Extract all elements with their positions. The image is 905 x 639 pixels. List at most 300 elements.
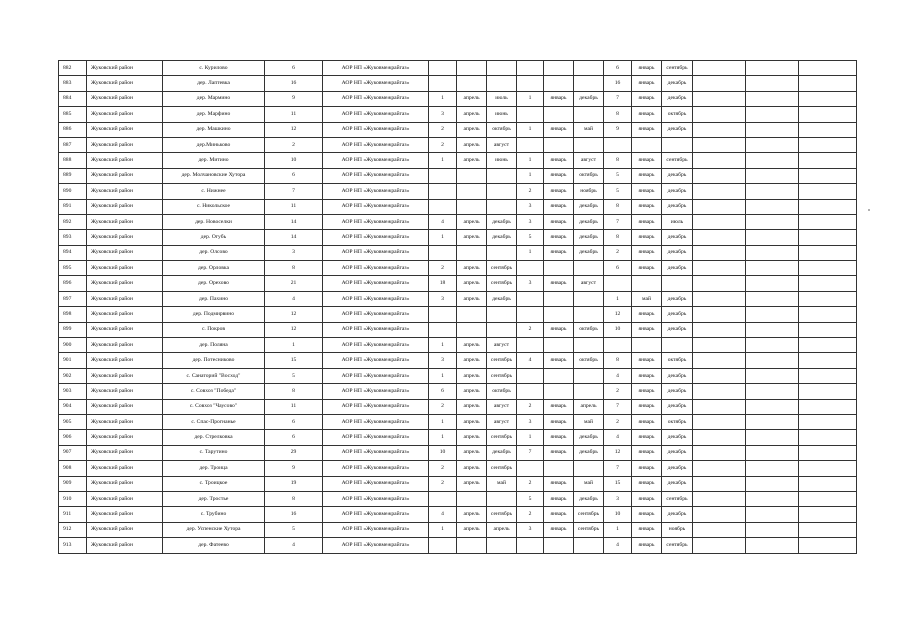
table-cell: Жуковский район bbox=[87, 137, 163, 152]
table-cell: январь bbox=[632, 199, 662, 214]
table-cell: июнь bbox=[487, 153, 517, 168]
table-cell bbox=[457, 168, 487, 183]
table-cell: апрель bbox=[487, 522, 517, 537]
table-cell: 18 bbox=[429, 276, 457, 291]
table-cell: с. Нижнее bbox=[163, 184, 265, 199]
table-cell: дер. Троица bbox=[163, 461, 265, 476]
table-cell bbox=[487, 168, 517, 183]
table-cell: Жуковский район bbox=[87, 291, 163, 306]
table-cell: декабрь bbox=[662, 399, 693, 414]
table-cell: 883 bbox=[59, 76, 87, 91]
table-cell bbox=[746, 291, 799, 306]
table-cell bbox=[746, 91, 799, 106]
table-cell: декабрь bbox=[662, 184, 693, 199]
table-cell: 4 bbox=[604, 430, 632, 445]
table-cell: 3 bbox=[429, 353, 457, 368]
table-cell: 899 bbox=[59, 322, 87, 337]
table-cell bbox=[746, 353, 799, 368]
table-cell: Жуковский район bbox=[87, 153, 163, 168]
table-row bbox=[59, 368, 857, 383]
table-cell: 12 bbox=[604, 307, 632, 322]
table-cell bbox=[487, 61, 517, 76]
table-cell bbox=[693, 153, 746, 168]
table-cell bbox=[632, 338, 662, 353]
table-cell bbox=[746, 261, 799, 276]
table-cell: АОР НП «Жуковмежрайгаз» bbox=[323, 476, 429, 491]
table-cell bbox=[544, 307, 574, 322]
table-cell bbox=[517, 261, 544, 276]
table-cell bbox=[693, 384, 746, 399]
table-cell: 4 bbox=[429, 214, 457, 229]
table-cell: дер. Марфино bbox=[163, 107, 265, 122]
table-cell: 16 bbox=[265, 507, 323, 522]
table-cell: 888 bbox=[59, 153, 87, 168]
table-cell: 3 bbox=[517, 522, 544, 537]
table-cell: 901 bbox=[59, 353, 87, 368]
table-cell: АОР НП «Жуковмежрайгаз» bbox=[323, 322, 429, 337]
table-cell: август bbox=[487, 414, 517, 429]
table-cell bbox=[487, 76, 517, 91]
table-cell: 21 bbox=[265, 276, 323, 291]
table-cell: 1 bbox=[517, 91, 544, 106]
table-cell: дер. Подмирвино bbox=[163, 307, 265, 322]
table-cell: 15 bbox=[604, 476, 632, 491]
table-cell bbox=[457, 245, 487, 260]
table-row bbox=[59, 538, 857, 553]
table-cell bbox=[693, 538, 746, 553]
table-cell: АОР НП «Жуковмежрайгаз» bbox=[323, 538, 429, 553]
table-row bbox=[59, 384, 857, 399]
table-cell: Жуковский район bbox=[87, 91, 163, 106]
table-cell bbox=[799, 507, 857, 522]
table-cell: 4 bbox=[265, 538, 323, 553]
table-cell: АОР НП «Жуковмежрайгаз» bbox=[323, 276, 429, 291]
table-cell bbox=[799, 353, 857, 368]
table-cell: 912 bbox=[59, 522, 87, 537]
table-cell: Жуковский район bbox=[87, 184, 163, 199]
table-cell: май bbox=[574, 122, 604, 137]
table-cell: дер. Огубь bbox=[163, 230, 265, 245]
table-cell: 1 bbox=[429, 153, 457, 168]
table-row bbox=[59, 184, 857, 199]
table-cell bbox=[693, 338, 746, 353]
table-cell bbox=[574, 261, 604, 276]
table-cell: 3 bbox=[429, 291, 457, 306]
table-cell: декабрь bbox=[487, 291, 517, 306]
table-cell: декабрь bbox=[574, 199, 604, 214]
table-cell: декабрь bbox=[662, 291, 693, 306]
table-cell: АОР НП «Жуковмежрайгаз» bbox=[323, 430, 429, 445]
table-cell: дер.Миньково bbox=[163, 137, 265, 152]
table-cell: 2 bbox=[517, 322, 544, 337]
table-cell: 4 bbox=[517, 353, 544, 368]
table-cell: 1 bbox=[517, 122, 544, 137]
table-cell: 3 bbox=[265, 245, 323, 260]
table-cell: 910 bbox=[59, 491, 87, 506]
table-cell: апрель bbox=[457, 276, 487, 291]
table-cell: апрель bbox=[457, 414, 487, 429]
table-cell: Жуковский район bbox=[87, 353, 163, 368]
table-cell: Жуковский район bbox=[87, 168, 163, 183]
table-cell: АОР НП «Жуковмежрайгаз» bbox=[323, 338, 429, 353]
table-cell bbox=[746, 322, 799, 337]
table-cell: 1 bbox=[604, 522, 632, 537]
table-cell: с. Санаторий "Восход" bbox=[163, 368, 265, 383]
table-cell: 1 bbox=[517, 430, 544, 445]
table-cell bbox=[693, 491, 746, 506]
table-cell: октябрь bbox=[487, 384, 517, 399]
table-cell bbox=[632, 137, 662, 152]
table-cell: август bbox=[574, 153, 604, 168]
table-cell: сентябрь bbox=[487, 276, 517, 291]
table-cell bbox=[517, 137, 544, 152]
table-cell bbox=[517, 338, 544, 353]
table-cell bbox=[693, 107, 746, 122]
table-cell: январь bbox=[632, 76, 662, 91]
table-cell: январь bbox=[544, 322, 574, 337]
table-cell bbox=[574, 461, 604, 476]
table-cell: декабрь bbox=[574, 430, 604, 445]
table-cell: 3 bbox=[517, 414, 544, 429]
table-cell bbox=[487, 307, 517, 322]
table-cell bbox=[517, 307, 544, 322]
table-cell: 9 bbox=[265, 461, 323, 476]
table-cell: АОР НП «Жуковмежрайгаз» bbox=[323, 507, 429, 522]
table-cell bbox=[799, 368, 857, 383]
table-cell: 3 bbox=[517, 199, 544, 214]
table-cell bbox=[517, 368, 544, 383]
table-cell: декабрь bbox=[662, 461, 693, 476]
table-cell: 4 bbox=[265, 291, 323, 306]
table-cell: дер. Орехово bbox=[163, 276, 265, 291]
table-cell: дер. Тростье bbox=[163, 491, 265, 506]
table-cell bbox=[693, 522, 746, 537]
table-row bbox=[59, 353, 857, 368]
table-cell bbox=[799, 307, 857, 322]
table-cell: 4 bbox=[604, 368, 632, 383]
table-cell: Жуковский район bbox=[87, 414, 163, 429]
table-cell: 8 bbox=[265, 261, 323, 276]
table-row bbox=[59, 338, 857, 353]
table-cell: 898 bbox=[59, 307, 87, 322]
table-cell: январь bbox=[544, 476, 574, 491]
table-cell: апрель bbox=[457, 261, 487, 276]
table-row bbox=[59, 522, 857, 537]
table-cell: 11 bbox=[265, 199, 323, 214]
table-cell bbox=[457, 307, 487, 322]
table-cell: 16 bbox=[604, 76, 632, 91]
table-cell: октябрь bbox=[662, 353, 693, 368]
table-cell: январь bbox=[632, 522, 662, 537]
table-cell: с. Спас-Прогнанье bbox=[163, 414, 265, 429]
table-cell: 5 bbox=[265, 368, 323, 383]
table-row bbox=[59, 245, 857, 260]
table-cell: январь bbox=[544, 214, 574, 229]
table-cell: сентябрь bbox=[662, 61, 693, 76]
table-cell: Жуковский район bbox=[87, 322, 163, 337]
table-cell: 895 bbox=[59, 261, 87, 276]
table-cell: Жуковский район bbox=[87, 399, 163, 414]
table-cell bbox=[799, 214, 857, 229]
table-cell: апрель bbox=[457, 137, 487, 152]
table-cell: декабрь bbox=[662, 230, 693, 245]
table-cell: декабрь bbox=[662, 368, 693, 383]
table-cell: Жуковский район bbox=[87, 430, 163, 445]
table-cell: 882 bbox=[59, 61, 87, 76]
table-cell: дер. Стрелковка bbox=[163, 430, 265, 445]
table-cell: с. Куриловo bbox=[163, 61, 265, 76]
table-cell: январь bbox=[544, 507, 574, 522]
table-row bbox=[59, 445, 857, 460]
table-cell: Жуковский район bbox=[87, 461, 163, 476]
table-cell bbox=[799, 538, 857, 553]
table-cell bbox=[693, 245, 746, 260]
table-cell: август bbox=[574, 276, 604, 291]
table-cell bbox=[544, 291, 574, 306]
table-row bbox=[59, 230, 857, 245]
table-cell bbox=[799, 399, 857, 414]
table-cell: Жуковский район bbox=[87, 368, 163, 383]
table-cell: с. Троицкое bbox=[163, 476, 265, 491]
table-cell bbox=[662, 338, 693, 353]
table-cell: Жуковский район bbox=[87, 384, 163, 399]
table-cell bbox=[429, 538, 457, 553]
table-cell: декабрь bbox=[662, 199, 693, 214]
table-row bbox=[59, 461, 857, 476]
table-cell bbox=[746, 199, 799, 214]
table-cell: январь bbox=[544, 414, 574, 429]
table-cell: апрель bbox=[457, 368, 487, 383]
table-cell: октябрь bbox=[574, 168, 604, 183]
table-cell bbox=[544, 137, 574, 152]
table-cell: январь bbox=[544, 91, 574, 106]
table-cell bbox=[799, 522, 857, 537]
table-cell bbox=[746, 476, 799, 491]
table-cell bbox=[693, 230, 746, 245]
table-cell: 15 bbox=[265, 353, 323, 368]
table-cell: АОР НП «Жуковмежрайгаз» bbox=[323, 61, 429, 76]
table-cell: декабрь bbox=[574, 214, 604, 229]
table-cell: 893 bbox=[59, 230, 87, 245]
table-cell: АОР НП «Жуковмежрайгаз» bbox=[323, 291, 429, 306]
table-cell: апрель bbox=[457, 214, 487, 229]
table-cell: декабрь bbox=[487, 230, 517, 245]
table-cell: январь bbox=[632, 61, 662, 76]
table-cell: 2 bbox=[265, 137, 323, 152]
table-row bbox=[59, 430, 857, 445]
table-cell bbox=[693, 353, 746, 368]
table-row bbox=[59, 507, 857, 522]
table-cell: 1 bbox=[429, 338, 457, 353]
table-cell bbox=[746, 399, 799, 414]
table-cell bbox=[746, 538, 799, 553]
table-cell bbox=[457, 184, 487, 199]
table-cell: январь bbox=[632, 153, 662, 168]
table-cell: январь bbox=[544, 491, 574, 506]
table-cell: декабрь bbox=[662, 430, 693, 445]
table-row bbox=[59, 199, 857, 214]
table-cell bbox=[574, 137, 604, 152]
table-cell bbox=[799, 245, 857, 260]
table-cell bbox=[746, 245, 799, 260]
table-cell: январь bbox=[632, 491, 662, 506]
table-cell bbox=[693, 137, 746, 152]
table-cell bbox=[746, 430, 799, 445]
table-cell bbox=[746, 184, 799, 199]
table-cell bbox=[574, 107, 604, 122]
table-cell: дер. Лаптевка bbox=[163, 76, 265, 91]
table-cell: декабрь bbox=[487, 214, 517, 229]
table-cell: 885 bbox=[59, 107, 87, 122]
table-cell: декабрь bbox=[662, 168, 693, 183]
table-cell bbox=[574, 76, 604, 91]
table-cell: 9 bbox=[265, 91, 323, 106]
table-cell bbox=[544, 107, 574, 122]
table-cell: 12 bbox=[265, 307, 323, 322]
table-cell: 1 bbox=[429, 91, 457, 106]
table-cell: 1 bbox=[429, 522, 457, 537]
table-cell: 11 bbox=[265, 399, 323, 414]
table-cell: декабрь bbox=[574, 230, 604, 245]
table-cell: сентябрь bbox=[487, 261, 517, 276]
table-cell: 9 bbox=[604, 122, 632, 137]
table-cell bbox=[429, 184, 457, 199]
table-cell bbox=[746, 461, 799, 476]
table-cell: ноябрь bbox=[574, 184, 604, 199]
table-cell: октябрь bbox=[662, 414, 693, 429]
table-cell: апрель bbox=[457, 122, 487, 137]
table-cell: Жуковский район bbox=[87, 107, 163, 122]
table-cell bbox=[799, 122, 857, 137]
table-cell bbox=[487, 322, 517, 337]
table-cell: декабрь bbox=[662, 322, 693, 337]
table-cell: с. Никольское bbox=[163, 199, 265, 214]
table-row bbox=[59, 76, 857, 91]
table-cell bbox=[693, 199, 746, 214]
table-cell bbox=[574, 538, 604, 553]
table-cell: январь bbox=[632, 122, 662, 137]
table-row bbox=[59, 91, 857, 106]
table-cell bbox=[799, 476, 857, 491]
table-cell: 884 bbox=[59, 91, 87, 106]
table-cell bbox=[693, 91, 746, 106]
table-cell: сентябрь bbox=[487, 368, 517, 383]
table-cell bbox=[544, 538, 574, 553]
table-cell bbox=[487, 245, 517, 260]
table-row bbox=[59, 276, 857, 291]
table-cell: 2 bbox=[604, 384, 632, 399]
table-cell: 8 bbox=[604, 199, 632, 214]
table-cell bbox=[799, 184, 857, 199]
table-cell: 2 bbox=[429, 122, 457, 137]
table-cell bbox=[746, 153, 799, 168]
table-cell: январь bbox=[544, 153, 574, 168]
table-cell bbox=[799, 153, 857, 168]
table-cell: дер. Машкино bbox=[163, 122, 265, 137]
table-cell bbox=[429, 491, 457, 506]
table-cell: с. Совхоз "Чаусово" bbox=[163, 399, 265, 414]
table-cell: 1 bbox=[604, 291, 632, 306]
table-cell bbox=[544, 338, 574, 353]
table-cell: август bbox=[487, 399, 517, 414]
table-cell: АОР НП «Жуковмежрайгаз» bbox=[323, 261, 429, 276]
table-cell: январь bbox=[544, 399, 574, 414]
table-cell bbox=[693, 322, 746, 337]
table-cell bbox=[746, 214, 799, 229]
table-cell: сентябрь bbox=[487, 507, 517, 522]
table-cell: январь bbox=[632, 368, 662, 383]
table-cell bbox=[487, 538, 517, 553]
table-cell bbox=[799, 230, 857, 245]
table-cell bbox=[662, 137, 693, 152]
table-cell: АОР НП «Жуковмежрайгаз» bbox=[323, 137, 429, 152]
table-cell: АОР НП «Жуковмежрайгаз» bbox=[323, 230, 429, 245]
table-cell bbox=[693, 399, 746, 414]
table-cell: АОР НП «Жуковмежрайгаз» bbox=[323, 414, 429, 429]
table-cell bbox=[574, 338, 604, 353]
table-cell: декабрь bbox=[662, 261, 693, 276]
table-row bbox=[59, 137, 857, 152]
table-cell: 12 bbox=[604, 445, 632, 460]
table-cell: январь bbox=[632, 430, 662, 445]
table-cell: 905 bbox=[59, 414, 87, 429]
table-cell: июль bbox=[487, 91, 517, 106]
table-cell bbox=[574, 291, 604, 306]
table-cell bbox=[693, 168, 746, 183]
table-cell: 894 bbox=[59, 245, 87, 260]
table-cell: декабрь bbox=[662, 384, 693, 399]
table-cell bbox=[799, 491, 857, 506]
table-cell: январь bbox=[544, 445, 574, 460]
table-cell: 2 bbox=[429, 461, 457, 476]
table-cell bbox=[746, 338, 799, 353]
table-cell bbox=[429, 307, 457, 322]
table-cell: 8 bbox=[604, 353, 632, 368]
table-cell: сентябрь bbox=[662, 153, 693, 168]
scan-speck bbox=[868, 209, 870, 211]
table-cell bbox=[429, 199, 457, 214]
table-cell: 908 bbox=[59, 461, 87, 476]
table-cell bbox=[574, 368, 604, 383]
table-row bbox=[59, 168, 857, 183]
table-cell: 6 bbox=[429, 384, 457, 399]
table-row bbox=[59, 476, 857, 491]
table-cell: 1 bbox=[517, 153, 544, 168]
table-cell bbox=[746, 307, 799, 322]
table-cell: дер. Митино bbox=[163, 153, 265, 168]
table-cell: АОР НП «Жуковмежрайгаз» bbox=[323, 461, 429, 476]
table-cell: 12 bbox=[265, 322, 323, 337]
table-cell: дер. Пахино bbox=[163, 291, 265, 306]
table-cell: 890 bbox=[59, 184, 87, 199]
table-cell: 7 bbox=[604, 91, 632, 106]
table-cell: АОР НП «Жуковмежрайгаз» bbox=[323, 168, 429, 183]
table-cell: Жуковский район bbox=[87, 261, 163, 276]
table-cell: 4 bbox=[604, 538, 632, 553]
table-cell bbox=[574, 61, 604, 76]
table-row bbox=[59, 491, 857, 506]
table-cell: 8 bbox=[604, 230, 632, 245]
table-cell: январь bbox=[632, 261, 662, 276]
table-cell: 2 bbox=[429, 261, 457, 276]
table-cell bbox=[693, 445, 746, 460]
table-row bbox=[59, 214, 857, 229]
table-cell bbox=[693, 122, 746, 137]
table-cell: 1 bbox=[429, 368, 457, 383]
table-cell: 4 bbox=[429, 507, 457, 522]
table-cell: январь bbox=[544, 245, 574, 260]
table-cell: апрель bbox=[457, 291, 487, 306]
